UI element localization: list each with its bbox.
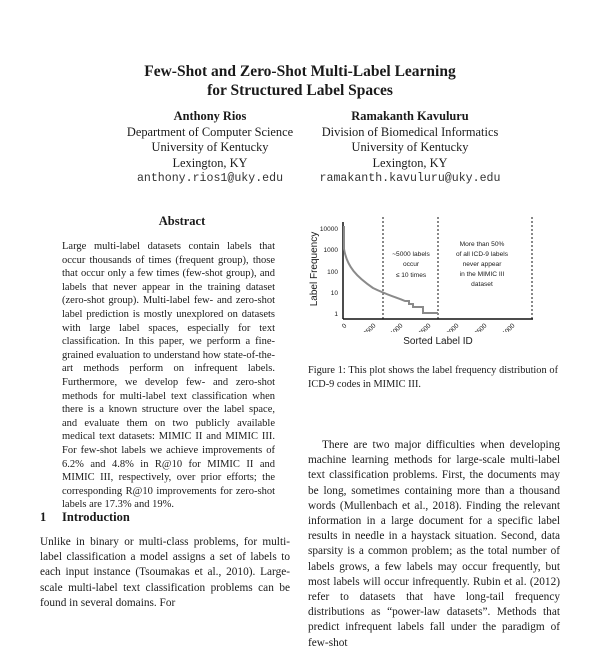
author-department: Division of Biomedical Informatics — [321, 124, 499, 139]
figure-label-frequency-chart — [305, 212, 535, 347]
annotation-line: dataset — [471, 281, 493, 288]
annotation-line: ≤ 10 times — [395, 272, 427, 279]
author-email[interactable]: ramakanth.kavuluru@uky.edu — [319, 172, 501, 185]
author-name: Ramakanth Kavuluru — [351, 109, 469, 123]
y-tick: 100 — [327, 269, 338, 276]
annotation-line: ~5000 labels — [392, 251, 430, 258]
x-tick: 15000 — [498, 322, 517, 332]
y-tick: 10 — [330, 290, 338, 297]
chart-svg — [305, 212, 535, 332]
x-tick: 7500 — [417, 322, 433, 332]
y-tick: 1000 — [323, 247, 338, 254]
x-tick: 2500 — [362, 322, 378, 332]
author-university: University of Kentucky — [351, 140, 469, 154]
annotation-line: occur — [402, 261, 420, 268]
x-axis-label-svg — [305, 329, 535, 351]
section-number: 1 — [40, 510, 47, 524]
x-tick: 10000 — [442, 322, 461, 332]
author-location: Lexington, KY — [372, 155, 448, 170]
paper-title — [0, 62, 600, 100]
title-line-1: Few-Shot and Zero-Shot Multi-Label Learning — [144, 63, 456, 80]
abstract-body — [62, 240, 275, 512]
x-tick: 5000 — [389, 322, 405, 332]
author-name: Anthony Rios — [173, 109, 247, 123]
x-axis-label: Sorted Label ID — [403, 336, 473, 347]
annotation-left — [392, 251, 430, 279]
author-university: University of Kentucky — [151, 140, 269, 154]
annotation-line: of all ICD-9 labels — [455, 251, 509, 258]
caption-text: Figure 1: This plot shows the label frequency distribution of ICD-9 codes in MIMIC III. — [308, 365, 558, 390]
y-axis-label: Label Frequency — [309, 231, 320, 307]
y-tick: 1 — [334, 311, 338, 318]
annotation-line: More than 50% — [459, 241, 505, 248]
figure-caption — [308, 364, 558, 391]
author-department: Department of Computer Science — [126, 124, 294, 139]
section-title: Introduction — [62, 510, 130, 524]
abstract-heading: Abstract — [158, 214, 206, 228]
title-line-2: for Structured Label Spaces — [207, 82, 393, 99]
author-block-2 — [300, 109, 520, 187]
y-tick: 10000 — [319, 226, 338, 233]
right-column-body — [308, 438, 560, 651]
annotation-line: never appear — [462, 261, 502, 268]
author-email[interactable]: anthony.rios1@uky.edu — [136, 172, 284, 185]
author-block-1 — [100, 109, 320, 187]
x-tick: 0 — [340, 322, 349, 330]
section-heading-introduction — [40, 510, 130, 525]
frequency-curve — [344, 226, 438, 313]
annotation-line: in the MIMIC III — [459, 271, 505, 278]
author-location: Lexington, KY — [172, 155, 248, 170]
annotation-right — [456, 241, 509, 288]
abstract-text: Large multi-label datasets contain labels that occur thousands of times (frequent group), those that occur only a few times (few-shot group), and labels that never appear in the training dataset (zero-shot group). Multi-label few- and zero-shot label prediction is mostly unexplored on datasets with large label spaces, especially for text classification. In this paper, we perform a fine-grained evaluation to understand how state-of-the-art methods perform on infrequent labels. Furthermore, we develop few- and zero-shot methods for multi-label text classification when there is a known structure over the label space, and evaluate them on two publicly available medical text datasets: MIMIC II and MIMIC III. For few-shot labels we achieve improvements of 6.2% and 4.8% in R@10 for MIMIC II and MIMIC III, respectively, over prior efforts; the corresponding R@10 improvements for zero-shot labels are 17.3% and 19%. — [62, 241, 275, 511]
x-tick: 12500 — [470, 322, 489, 332]
body-paragraph: There are two major difficulties when developing machine learning methods for large-scale multi-label text classification problems. First, the documents may be long, sometimes containing more than a thousand words (Mullenbach et al., 2018). Finding the relevant information in a large document for a specific label results in needle in a haystack situation. Second, data sparsity is a common problem; as the total number of labels grows, a few labels may occur frequently, but most labels will occur infrequently. Rubin et al. (2012) refer to datasets that have long-tail frequency distributions as “power-law datasets”. Methods that predict infrequent labels fall under the paradigm of few-shot — [308, 439, 560, 649]
introduction-text: Unlike in binary or multi-class problems, for multi-label classification a model assigns a set of labels to each input instance (Tsoumakas et al., 2010). Large-scale multi-label text classification problems can be found in several domains. For — [40, 536, 290, 609]
